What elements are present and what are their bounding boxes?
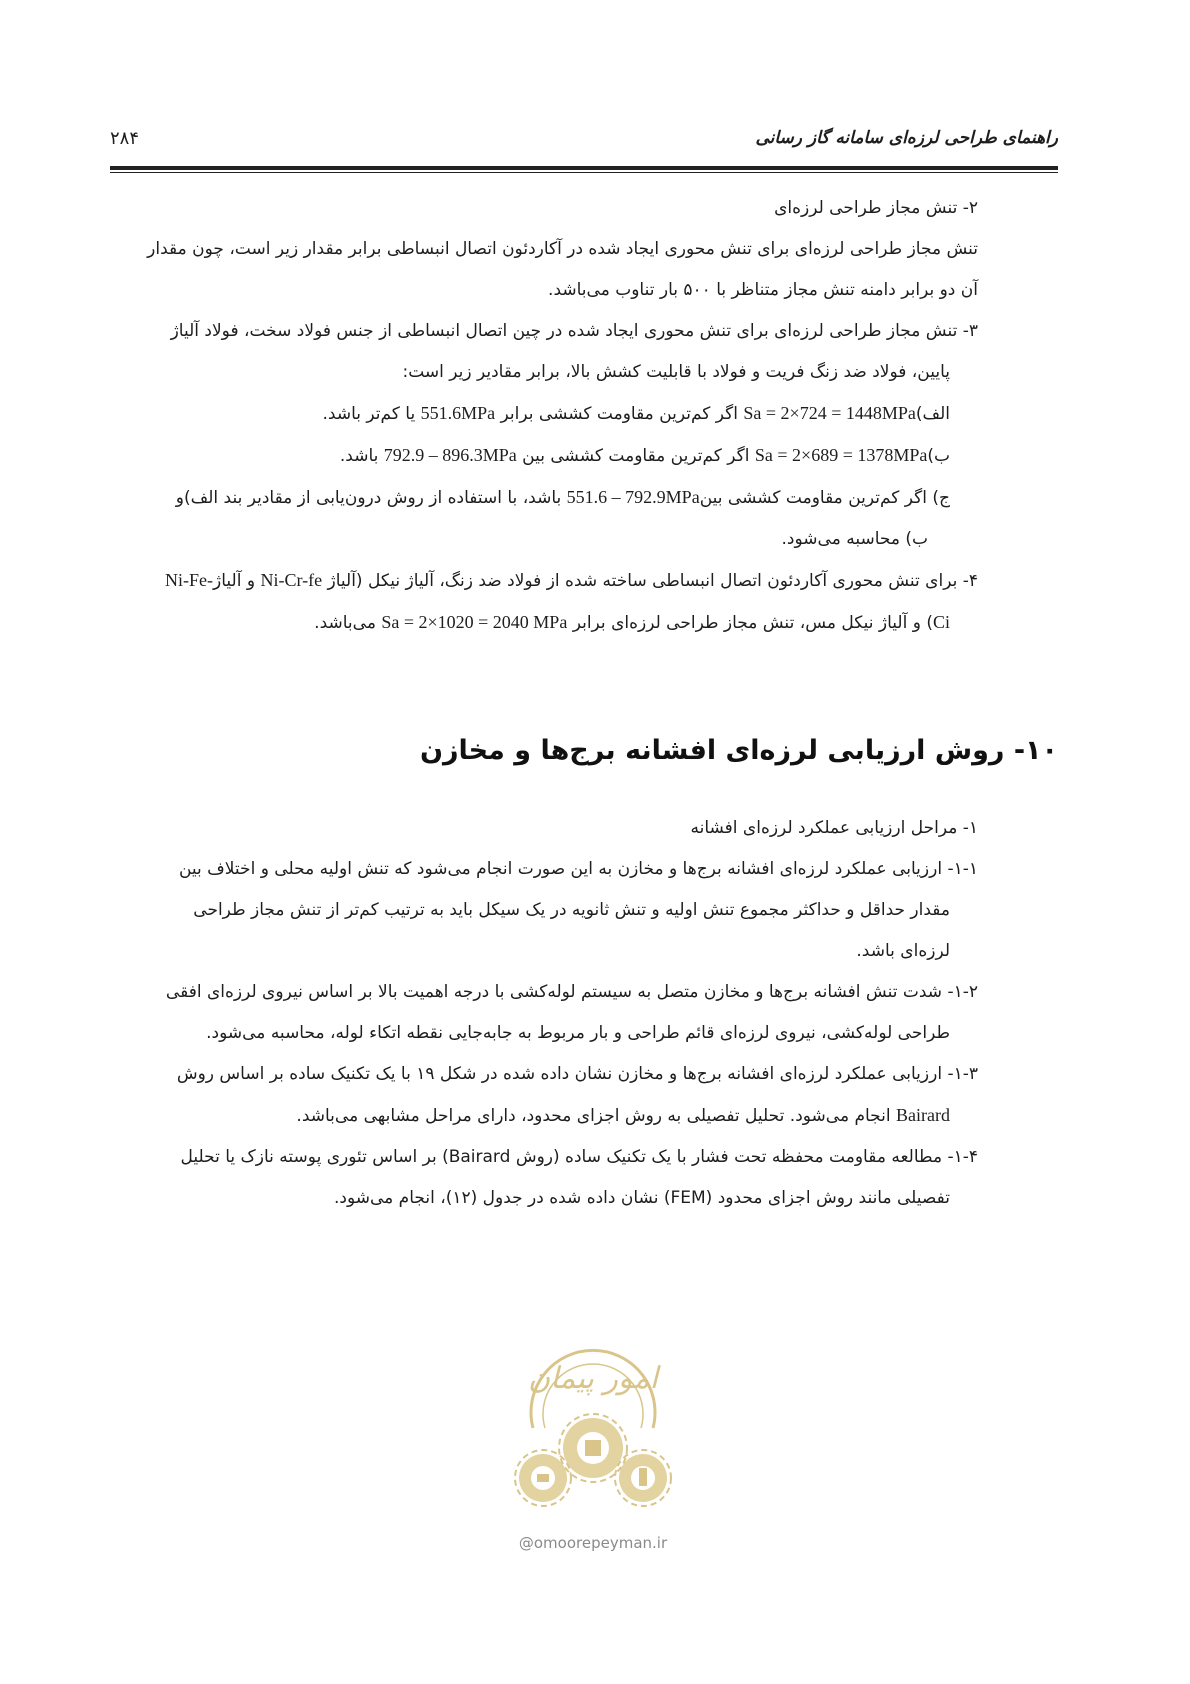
- running-header: [110, 128, 1058, 162]
- body-section-1: [118, 188, 978, 644]
- item-3-a-formula: Sa = 2×724 = 1448MPa: [743, 403, 916, 423]
- item-4-text-b: ) و آلیاژ نیکل مس، تنش مجاز طراحی لرزه‌ای برابر: [567, 613, 933, 633]
- item-3-a: [118, 393, 978, 435]
- item-4-alloy-1: Ni-Cr-fe: [260, 570, 323, 590]
- item-3-a-prefix: الف): [915, 404, 950, 424]
- item-4-formula: Sa = 2×1020 = 2040 MPa: [381, 612, 568, 632]
- step-1-4-line-2: تفصیلی مانند روش اجزای محدود (FEM) نشان داده شده در جدول (۱۲)، انجام می‌شود.: [334, 1188, 950, 1208]
- item-2-title: ۲- تنش مجاز طراحی لرزه‌ای: [774, 198, 978, 218]
- step-1-2-line-2: طراحی لوله‌کشی، نیروی لرزه‌ای قائم طراحی و بار مربوط به جابه‌جایی نقطه اتکاء لوله، محاسبه می‌شود.: [206, 1023, 950, 1043]
- book-title: راهنمای طراحی لرزه‌ای سامانه گاز رسانی: [755, 128, 1058, 148]
- watermark-url: @omoorepeyman.ir: [518, 1534, 668, 1552]
- step-1-1-line-2: مقدار حداقل و حداکثر مجموع تنش اولیه و تنش ثانویه در یک سیکل باید به ترتیب کم‌تر از تنش مجاز طراحی: [193, 900, 950, 920]
- step-1-3-text: انجام می‌شود. تحلیل تفصیلی به روش اجزای محدود، دارای مراحل مشابهی می‌باشد.: [296, 1106, 897, 1126]
- item-3-b-suffix: باشد.: [339, 446, 384, 466]
- item-4-alloy-2-end: Ci: [932, 612, 950, 632]
- item-4-text-c: و آلیاژ: [213, 571, 261, 591]
- item-3-a-text: اگر کم‌ترین مقاومت کششی برابر: [495, 404, 744, 424]
- item-3-b-prefix: ب): [927, 446, 950, 466]
- header-rule-thick: [110, 166, 1058, 170]
- step-1-3-line-2: [118, 1095, 978, 1137]
- item-3-b-range: 792.9 – 896.3MPa: [383, 445, 517, 465]
- watermark-logo: [493, 1318, 693, 1528]
- item-3-line-2: پایین، فولاد ضد زنگ فریت و فولاد با قابلیت کشش بالا، برابر مقادیر زیر است:: [402, 362, 950, 382]
- item-3-c-range: 551.6 – 792.9MPa: [566, 487, 700, 507]
- item-3-b-formula: Sa = 2×689 = 1378MPa: [754, 445, 928, 465]
- item-3-c: [118, 477, 978, 519]
- item-4-line-2: [118, 602, 978, 644]
- step-1-3-method: Bairard: [896, 1105, 950, 1125]
- step-1-2-line-1: ۱-۲- شدت تنش افشانه برج‌ها و مخازن متصل به سیستم لوله‌کشی با درجه اهمیت بالا بر اساس نیروی لرزه‌ای افقی: [165, 982, 978, 1002]
- watermark-logo-text: امور پیمان: [528, 1361, 658, 1396]
- item-4-text-end: می‌باشد.: [314, 613, 382, 633]
- section-heading: ۱۰- روش ارزیابی لرزه‌ای افشانه برج‌ها و مخازن: [419, 735, 1058, 766]
- step-1-1-line-3: لرزه‌ای باشد.: [856, 941, 950, 961]
- header-rule-thin: [110, 172, 1058, 173]
- item-2-line-2: آن دو برابر دامنه تنش مجاز متناظر با ۵۰۰ بار تناوب می‌باشد.: [548, 280, 978, 300]
- item-3-c-prefix: ج) اگر کم‌ترین مقاومت کششی بین: [699, 488, 950, 508]
- step-1-4-line-1: ۱-۴- مطالعه مقاومت محفظه تحت فشار با یک تکنیک ساده (روش Bairard) بر اساس تئوری پوسته نازک یا تحلیل: [180, 1147, 978, 1167]
- item-3-c-text: باشد، با استفاده از روش درون‌یابی از مقادیر بند الف)و: [175, 488, 567, 508]
- step-1-title: ۱- مراحل ارزیابی عملکرد لرزه‌ای افشانه: [690, 818, 978, 838]
- step-1-1-line-1: ۱-۱- ارزیابی عملکرد لرزه‌ای افشانه برج‌ها و مخازن به این صورت انجام می‌شود که تنش اولیه محلی و اختلاف بین: [178, 859, 978, 879]
- item-4-alloy-2: Ni-Fe-: [165, 570, 214, 590]
- item-3-line-1: ۳- تنش مجاز طراحی لرزه‌ای برای تنش محوری ایجاد شده در چین اتصال انبساطی از جنس فولاد سخت، فولاد آلیاژ: [170, 321, 978, 341]
- item-3-a-value: 551.6MPa: [420, 403, 496, 423]
- body-section-2: [118, 808, 978, 1219]
- item-4-line-1: [118, 560, 978, 602]
- item-2-line-1: تنش مجاز طراحی لرزه‌ای برای تنش محوری ایجاد شده در آکاردئون اتصال انبساطی برابر مقدار زیر است، چون مقدار: [147, 239, 978, 259]
- item-4-text-a: ۴- برای تنش محوری آکاردئون اتصال انبساطی ساخته شده از فولاد ضد زنگ، آلیاژ نیکل (آلیاژ: [322, 571, 978, 591]
- item-3-b-text: اگر کم‌ترین مقاومت کششی بین: [516, 446, 755, 466]
- step-1-3-line-1: ۱-۳- ارزیابی عملکرد لرزه‌ای افشانه برج‌ها و مخازن نشان داده شده در شکل ۱۹ با یک تکنیک ساده بر اساس روش: [176, 1064, 978, 1084]
- item-3-c-line-2: ب) محاسبه می‌شود.: [781, 529, 928, 549]
- item-3-a-suffix: یا کم‌تر باشد.: [322, 404, 421, 424]
- page-number: ۲۸۴: [110, 128, 140, 149]
- item-3-b: [118, 435, 978, 477]
